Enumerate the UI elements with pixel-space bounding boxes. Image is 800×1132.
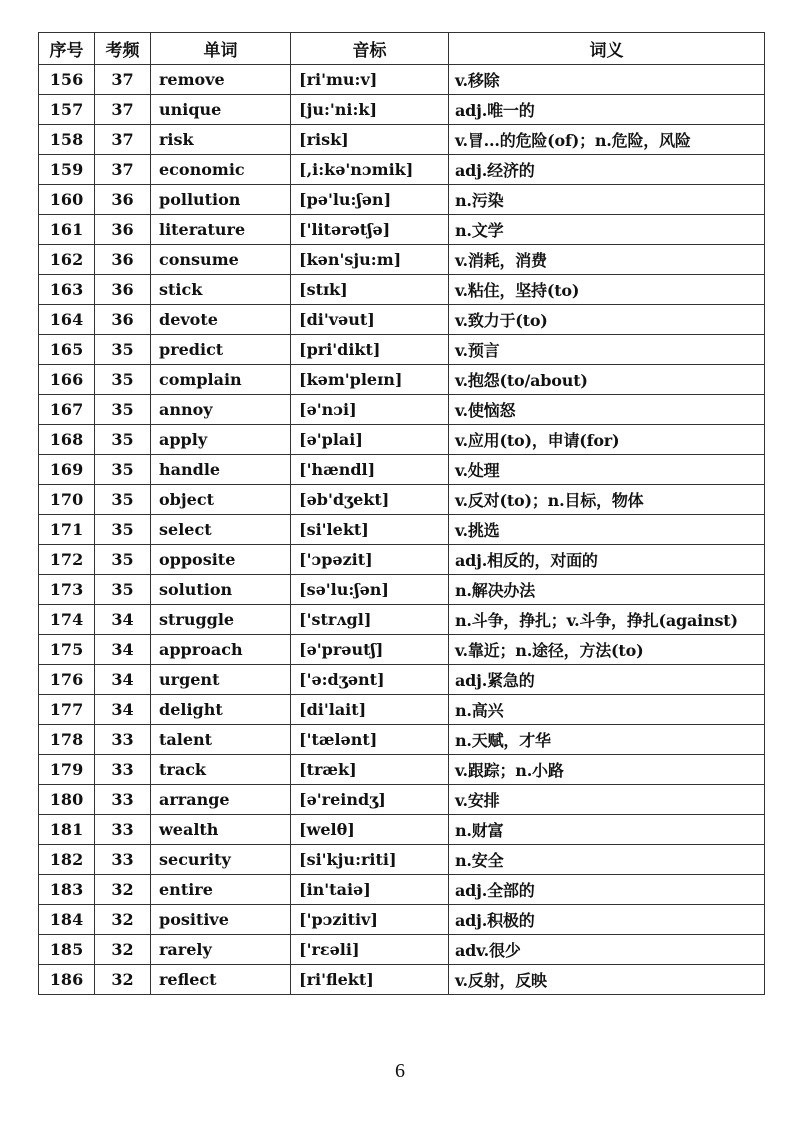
cell-word: stick (151, 275, 291, 305)
table-row (39, 875, 765, 905)
cell-word: literature (151, 215, 291, 245)
cell-phonetic: [ə'plai] (291, 425, 449, 455)
table-row (39, 935, 765, 965)
cell-serial-number: 159 (39, 155, 95, 185)
cell-phonetic: [əb'dʒekt] (291, 485, 449, 515)
cell-phonetic: [,i:kə'nɔmik] (291, 155, 449, 185)
cell-word: solution (151, 575, 291, 605)
cell-phonetic: [in'taiə] (291, 875, 449, 905)
cell-serial-number: 163 (39, 275, 95, 305)
table-row (39, 635, 765, 665)
cell-frequency: 34 (95, 665, 151, 695)
cell-word: devote (151, 305, 291, 335)
cell-serial-number: 174 (39, 605, 95, 635)
table-row (39, 245, 765, 275)
table-row (39, 395, 765, 425)
cell-serial-number: 170 (39, 485, 95, 515)
cell-word: security (151, 845, 291, 875)
cell-word: approach (151, 635, 291, 665)
header-row (39, 33, 765, 65)
cell-meaning: v.冒...的危险(of)；n.危险，风险 (449, 125, 765, 155)
cell-word: rarely (151, 935, 291, 965)
cell-meaning: v.消耗，消费 (449, 245, 765, 275)
cell-meaning: adj.积极的 (449, 905, 765, 935)
cell-serial-number: 181 (39, 815, 95, 845)
cell-meaning: adj.相反的，对面的 (449, 545, 765, 575)
cell-meaning: v.应用(to)，申请(for) (449, 425, 765, 455)
cell-serial-number: 169 (39, 455, 95, 485)
cell-meaning: adj.唯一的 (449, 95, 765, 125)
cell-frequency: 33 (95, 755, 151, 785)
cell-frequency: 33 (95, 785, 151, 815)
cell-word: predict (151, 335, 291, 365)
cell-frequency: 35 (95, 575, 151, 605)
cell-serial-number: 158 (39, 125, 95, 155)
cell-phonetic: [pə'lu:ʃən] (291, 185, 449, 215)
cell-meaning: adv.很少 (449, 935, 765, 965)
cell-word: apply (151, 425, 291, 455)
table-row (39, 125, 765, 155)
cell-word: remove (151, 65, 291, 95)
table-row (39, 185, 765, 215)
header-serial-number: 序号 (39, 33, 95, 65)
table-row (39, 365, 765, 395)
cell-meaning: v.使恼怒 (449, 395, 765, 425)
header-meaning: 词义 (449, 33, 765, 65)
cell-frequency: 35 (95, 365, 151, 395)
cell-meaning: v.处理 (449, 455, 765, 485)
cell-phonetic: [di'lait] (291, 695, 449, 725)
cell-phonetic: [si'lekt] (291, 515, 449, 545)
cell-serial-number: 173 (39, 575, 95, 605)
cell-frequency: 37 (95, 125, 151, 155)
cell-serial-number: 179 (39, 755, 95, 785)
cell-phonetic: ['tælənt] (291, 725, 449, 755)
cell-meaning: v.跟踪；n.小路 (449, 755, 765, 785)
cell-phonetic: [risk] (291, 125, 449, 155)
table-row (39, 485, 765, 515)
cell-word: entire (151, 875, 291, 905)
table-row (39, 785, 765, 815)
cell-frequency: 34 (95, 635, 151, 665)
cell-word: complain (151, 365, 291, 395)
table-row (39, 845, 765, 875)
cell-frequency: 32 (95, 905, 151, 935)
cell-serial-number: 178 (39, 725, 95, 755)
table-row (39, 545, 765, 575)
cell-serial-number: 183 (39, 875, 95, 905)
table-row (39, 425, 765, 455)
cell-phonetic: ['hændl] (291, 455, 449, 485)
table-row (39, 605, 765, 635)
cell-phonetic: ['litərətʃə] (291, 215, 449, 245)
cell-phonetic: ['ə:dʒənt] (291, 665, 449, 695)
cell-phonetic: [ri'flekt] (291, 965, 449, 995)
table-row (39, 215, 765, 245)
table-row (39, 515, 765, 545)
cell-serial-number: 161 (39, 215, 95, 245)
cell-meaning: n.高兴 (449, 695, 765, 725)
cell-frequency: 32 (95, 875, 151, 905)
cell-word: pollution (151, 185, 291, 215)
cell-meaning: n.斗争，挣扎；v.斗争，挣扎(against) (449, 605, 765, 635)
table-row (39, 905, 765, 935)
cell-meaning: v.挑选 (449, 515, 765, 545)
cell-phonetic: [træk] (291, 755, 449, 785)
cell-word: risk (151, 125, 291, 155)
cell-word: urgent (151, 665, 291, 695)
cell-frequency: 35 (95, 395, 151, 425)
cell-frequency: 34 (95, 695, 151, 725)
cell-serial-number: 177 (39, 695, 95, 725)
cell-frequency: 35 (95, 455, 151, 485)
cell-phonetic: [ju:'ni:k] (291, 95, 449, 125)
cell-word: unique (151, 95, 291, 125)
table-row (39, 665, 765, 695)
cell-serial-number: 175 (39, 635, 95, 665)
cell-frequency: 33 (95, 725, 151, 755)
cell-serial-number: 171 (39, 515, 95, 545)
cell-serial-number: 160 (39, 185, 95, 215)
cell-frequency: 36 (95, 305, 151, 335)
cell-meaning: n.污染 (449, 185, 765, 215)
cell-phonetic: [sə'lu:ʃən] (291, 575, 449, 605)
cell-word: reflect (151, 965, 291, 995)
cell-meaning: n.财富 (449, 815, 765, 845)
header-word: 单词 (151, 33, 291, 65)
cell-word: economic (151, 155, 291, 185)
cell-word: delight (151, 695, 291, 725)
cell-frequency: 33 (95, 845, 151, 875)
cell-phonetic: ['rɛəli] (291, 935, 449, 965)
cell-meaning: v.反射，反映 (449, 965, 765, 995)
cell-phonetic: ['pɔzitiv] (291, 905, 449, 935)
cell-phonetic: [kəm'pleɪn] (291, 365, 449, 395)
cell-frequency: 36 (95, 275, 151, 305)
cell-word: struggle (151, 605, 291, 635)
cell-phonetic: [ə'reindʒ] (291, 785, 449, 815)
cell-frequency: 35 (95, 515, 151, 545)
cell-word: consume (151, 245, 291, 275)
cell-meaning: adj.全部的 (449, 875, 765, 905)
cell-serial-number: 186 (39, 965, 95, 995)
cell-frequency: 35 (95, 485, 151, 515)
cell-phonetic: [kən'sju:m] (291, 245, 449, 275)
cell-word: track (151, 755, 291, 785)
cell-phonetic: [welθ] (291, 815, 449, 845)
cell-serial-number: 162 (39, 245, 95, 275)
cell-frequency: 33 (95, 815, 151, 845)
cell-meaning: v.靠近；n.途径，方法(to) (449, 635, 765, 665)
cell-word: wealth (151, 815, 291, 845)
cell-meaning: n.安全 (449, 845, 765, 875)
cell-phonetic: [stɪk] (291, 275, 449, 305)
cell-meaning: n.解决办法 (449, 575, 765, 605)
header-frequency: 考频 (95, 33, 151, 65)
cell-phonetic: [ə'nɔi] (291, 395, 449, 425)
cell-serial-number: 167 (39, 395, 95, 425)
table-body (39, 65, 765, 995)
cell-serial-number: 168 (39, 425, 95, 455)
page-number: 6 (395, 1060, 405, 1082)
cell-serial-number: 182 (39, 845, 95, 875)
table-row (39, 815, 765, 845)
cell-frequency: 36 (95, 245, 151, 275)
cell-meaning: v.移除 (449, 65, 765, 95)
cell-word: opposite (151, 545, 291, 575)
cell-meaning: adj.紧急的 (449, 665, 765, 695)
cell-phonetic: ['strʌgl] (291, 605, 449, 635)
cell-phonetic: [di'vəut] (291, 305, 449, 335)
table-row (39, 155, 765, 185)
cell-frequency: 35 (95, 335, 151, 365)
cell-word: select (151, 515, 291, 545)
cell-meaning: v.预言 (449, 335, 765, 365)
table-header (39, 33, 765, 65)
table-row (39, 455, 765, 485)
table-row (39, 95, 765, 125)
cell-frequency: 37 (95, 155, 151, 185)
cell-frequency: 36 (95, 215, 151, 245)
table-row (39, 695, 765, 725)
header-phonetic: 音标 (291, 33, 449, 65)
cell-word: talent (151, 725, 291, 755)
cell-meaning: n.天赋，才华 (449, 725, 765, 755)
cell-serial-number: 180 (39, 785, 95, 815)
cell-meaning: v.安排 (449, 785, 765, 815)
cell-word: handle (151, 455, 291, 485)
cell-meaning: adj.经济的 (449, 155, 765, 185)
cell-frequency: 35 (95, 425, 151, 455)
cell-meaning: v.致力于(to) (449, 305, 765, 335)
table-row (39, 755, 765, 785)
table-row (39, 305, 765, 335)
cell-serial-number: 157 (39, 95, 95, 125)
cell-serial-number: 184 (39, 905, 95, 935)
cell-frequency: 32 (95, 965, 151, 995)
cell-phonetic: ['ɔpəzit] (291, 545, 449, 575)
cell-serial-number: 165 (39, 335, 95, 365)
cell-serial-number: 176 (39, 665, 95, 695)
table-row (39, 65, 765, 95)
cell-phonetic: [ri'mu:v] (291, 65, 449, 95)
table-row (39, 725, 765, 755)
cell-phonetic: [ə'prəutʃ] (291, 635, 449, 665)
cell-serial-number: 156 (39, 65, 95, 95)
cell-meaning: v.粘住，坚持(to) (449, 275, 765, 305)
cell-frequency: 37 (95, 65, 151, 95)
cell-phonetic: [pri'dikt] (291, 335, 449, 365)
table-row (39, 575, 765, 605)
cell-frequency: 37 (95, 95, 151, 125)
cell-frequency: 34 (95, 605, 151, 635)
vocabulary-table (38, 32, 765, 995)
cell-serial-number: 172 (39, 545, 95, 575)
cell-word: object (151, 485, 291, 515)
table-row (39, 965, 765, 995)
cell-frequency: 32 (95, 935, 151, 965)
cell-phonetic: [si'kju:riti] (291, 845, 449, 875)
table-row (39, 275, 765, 305)
cell-word: annoy (151, 395, 291, 425)
cell-serial-number: 185 (39, 935, 95, 965)
cell-serial-number: 164 (39, 305, 95, 335)
table-row (39, 335, 765, 365)
cell-meaning: v.反对(to)；n.目标，物体 (449, 485, 765, 515)
cell-word: positive (151, 905, 291, 935)
cell-word: arrange (151, 785, 291, 815)
cell-frequency: 36 (95, 185, 151, 215)
cell-serial-number: 166 (39, 365, 95, 395)
cell-frequency: 35 (95, 545, 151, 575)
cell-meaning: n.文学 (449, 215, 765, 245)
cell-meaning: v.抱怨(to/about) (449, 365, 765, 395)
